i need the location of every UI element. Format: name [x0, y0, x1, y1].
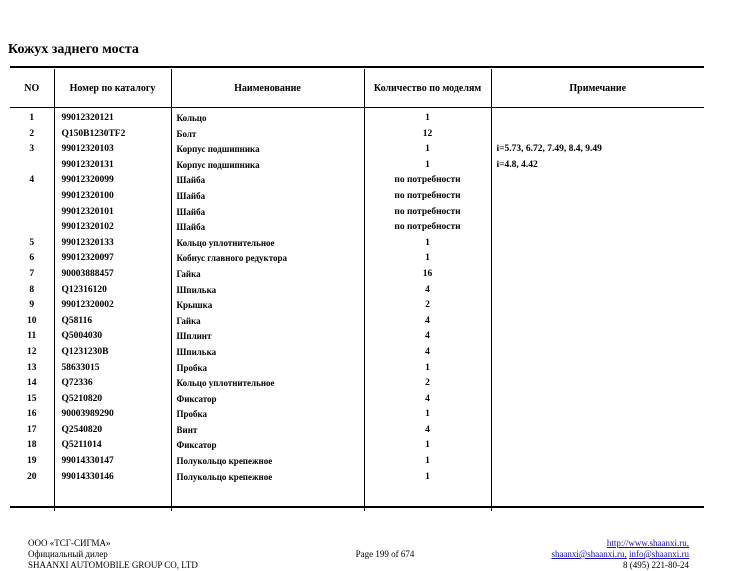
catalog-number: Q150B1230TF2	[54, 127, 171, 143]
quantity: 16	[364, 267, 491, 283]
catalog-number: Q72336	[54, 376, 171, 392]
note	[491, 423, 704, 439]
page-title: Кожух заднего моста	[8, 42, 139, 57]
note: i=5.73, 6.72, 7.49, 8.4, 9.49	[496, 144, 602, 155]
catalog-number: 99012320131	[54, 158, 171, 174]
catalog-number: 90003989290	[54, 407, 171, 423]
quantity: 4	[364, 283, 491, 299]
part-name: Пробка	[171, 407, 364, 423]
row-number: 15	[10, 392, 54, 408]
header-name: Наименование	[171, 69, 364, 108]
footer-dealer: Официальный дилер	[28, 549, 108, 559]
note	[491, 251, 704, 267]
table-row	[10, 407, 704, 423]
note	[491, 127, 704, 143]
table-row	[10, 142, 704, 158]
table-row	[10, 392, 704, 408]
note	[491, 108, 704, 127]
quantity: 1	[364, 251, 491, 267]
table-row	[10, 283, 704, 299]
catalog-number: 99012320102	[54, 220, 171, 236]
quantity: 1	[364, 454, 491, 470]
catalog-number: 99012320099	[54, 173, 171, 189]
table-row	[10, 454, 704, 470]
part-name: Кольцо уплотнительное	[171, 236, 364, 252]
quantity: 4	[364, 423, 491, 439]
quantity: 1	[364, 361, 491, 377]
row-number	[10, 220, 54, 236]
table-row	[10, 127, 704, 143]
part-name: Гайка	[171, 267, 364, 283]
table-bottom-rule	[10, 506, 704, 508]
table-row	[10, 329, 704, 345]
table-row	[10, 173, 704, 189]
catalog-number: 99012320121	[54, 108, 171, 127]
quantity: 2	[364, 298, 491, 314]
part-name: Шпилька	[171, 345, 364, 361]
catalog-number: 99014330147	[54, 454, 171, 470]
row-number: 16	[10, 407, 54, 423]
row-number: 11	[10, 329, 54, 345]
catalog-number: 99012320002	[54, 298, 171, 314]
header-note: Примечание	[491, 69, 704, 108]
part-name: Крышка	[171, 298, 364, 314]
header-qty: Количество по моделям	[364, 69, 491, 108]
catalog-number: Q2540820	[54, 423, 171, 439]
part-name: Корпус подшипника	[171, 142, 364, 158]
note	[491, 470, 704, 486]
table-row	[10, 376, 704, 392]
note	[491, 329, 704, 345]
footer-contacts-block	[551, 538, 689, 571]
quantity: 4	[364, 314, 491, 330]
part-name: Болт	[171, 127, 364, 143]
row-number: 1	[10, 108, 54, 127]
row-number	[10, 158, 54, 174]
note: i=4.8, 4.42	[496, 159, 538, 170]
part-name: Шайба	[171, 205, 364, 221]
row-number	[10, 189, 54, 205]
table-row	[10, 314, 704, 330]
table-body	[10, 108, 704, 512]
table-row	[10, 345, 704, 361]
row-number: 4	[10, 173, 54, 189]
quantity: 12	[364, 127, 491, 143]
footer-company-block	[28, 538, 198, 571]
row-number: 12	[10, 345, 54, 361]
note	[491, 189, 704, 205]
part-name: Кобнус главного редуктора	[171, 251, 364, 267]
table-row	[10, 189, 704, 205]
part-name: Шайба	[171, 189, 364, 205]
row-number: 9	[10, 298, 54, 314]
row-number: 18	[10, 438, 54, 454]
table-row	[10, 220, 704, 236]
header-no: NO	[10, 69, 54, 108]
note	[491, 392, 704, 408]
note	[491, 267, 704, 283]
note	[491, 220, 704, 236]
header-catalog: Номер по каталогу	[54, 69, 171, 108]
catalog-number: 99012320103	[54, 142, 171, 158]
table-row	[10, 158, 704, 174]
note	[491, 205, 704, 221]
note	[491, 361, 704, 377]
footer-manufacturer: SHAANXI AUTOMOBILE GROUP CO, LTD	[28, 560, 198, 570]
catalog-number: Q5004030	[54, 329, 171, 345]
catalog-number: Q1231230B	[54, 345, 171, 361]
catalog-number: Q12316120	[54, 283, 171, 299]
note	[491, 236, 704, 252]
quantity: 1	[364, 142, 491, 158]
catalog-number: Q58116	[54, 314, 171, 330]
row-number: 5	[10, 236, 54, 252]
row-number: 17	[10, 423, 54, 439]
table-header-row	[10, 69, 704, 108]
table-row	[10, 205, 704, 221]
table-row	[10, 361, 704, 377]
row-number: 13	[10, 361, 54, 377]
quantity: 1	[364, 158, 491, 174]
catalog-number: 99012320133	[54, 236, 171, 252]
table-row	[10, 470, 704, 486]
quantity: 1	[364, 108, 491, 127]
table-row	[10, 423, 704, 439]
quantity: 4	[364, 345, 491, 361]
row-number: 20	[10, 470, 54, 486]
note	[491, 376, 704, 392]
row-number: 3	[10, 142, 54, 158]
row-number	[10, 205, 54, 221]
row-number: 14	[10, 376, 54, 392]
row-number: 19	[10, 454, 54, 470]
part-name: Кольцо	[171, 108, 364, 127]
quantity: по потребности	[364, 205, 491, 221]
catalog-number: 99014330146	[54, 470, 171, 486]
part-name: Фиксатор	[171, 438, 364, 454]
row-number: 10	[10, 314, 54, 330]
table-row	[10, 438, 704, 454]
table-top-rule	[10, 66, 704, 68]
part-name: Шпилька	[171, 283, 364, 299]
part-name: Шайба	[171, 173, 364, 189]
note	[491, 454, 704, 470]
table-row	[10, 251, 704, 267]
catalog-number: 58633015	[54, 361, 171, 377]
part-name: Фиксатор	[171, 392, 364, 408]
quantity: 4	[364, 329, 491, 345]
quantity: 1	[364, 470, 491, 486]
note	[491, 438, 704, 454]
quantity: по потребности	[364, 189, 491, 205]
quantity: 2	[364, 376, 491, 392]
quantity: 1	[364, 407, 491, 423]
quantity: 1	[364, 438, 491, 454]
note	[491, 314, 704, 330]
quantity: 1	[364, 236, 491, 252]
part-name: Шплинт	[171, 329, 364, 345]
part-name: Пробка	[171, 361, 364, 377]
part-name: Корпус подшипника	[171, 158, 364, 174]
part-name: Шайба	[171, 220, 364, 236]
email-link-shaanxi[interactable]: shaanxi@shaanxi.ru,	[551, 549, 627, 559]
quantity: 4	[364, 392, 491, 408]
footer-phone: 8 (495) 221-80-24	[623, 560, 689, 570]
table-row	[10, 298, 704, 314]
part-name: Кольцо уплотнительное	[171, 376, 364, 392]
part-name: Винт	[171, 423, 364, 439]
note	[491, 283, 704, 299]
website-link[interactable]: http://www.shaanxi.ru,	[606, 538, 689, 548]
page-number: Page 199 of 674	[355, 549, 415, 559]
parts-table	[10, 69, 704, 511]
part-name: Полукольцо крепежное	[171, 470, 364, 486]
row-number: 6	[10, 251, 54, 267]
note	[491, 173, 704, 189]
row-number: 7	[10, 267, 54, 283]
quantity: по потребности	[364, 173, 491, 189]
email-link-info[interactable]: info@shaanxi.ru	[628, 549, 689, 559]
table-row	[10, 267, 704, 283]
part-name: Гайка	[171, 314, 364, 330]
row-number: 2	[10, 127, 54, 143]
part-name: Полукольцо крепежное	[171, 454, 364, 470]
footer-company: ООО «ТСГ-СИГМА»	[28, 538, 111, 548]
note	[491, 298, 704, 314]
note	[491, 345, 704, 361]
row-number: 8	[10, 283, 54, 299]
catalog-number: Q5211014	[54, 438, 171, 454]
note	[491, 407, 704, 423]
catalog-number: 90003888457	[54, 267, 171, 283]
table-row	[10, 108, 704, 127]
catalog-number: Q5210820	[54, 392, 171, 408]
quantity: по потребности	[364, 220, 491, 236]
catalog-number: 99012320100	[54, 189, 171, 205]
table-row	[10, 236, 704, 252]
catalog-number: 99012320101	[54, 205, 171, 221]
catalog-number: 99012320097	[54, 251, 171, 267]
